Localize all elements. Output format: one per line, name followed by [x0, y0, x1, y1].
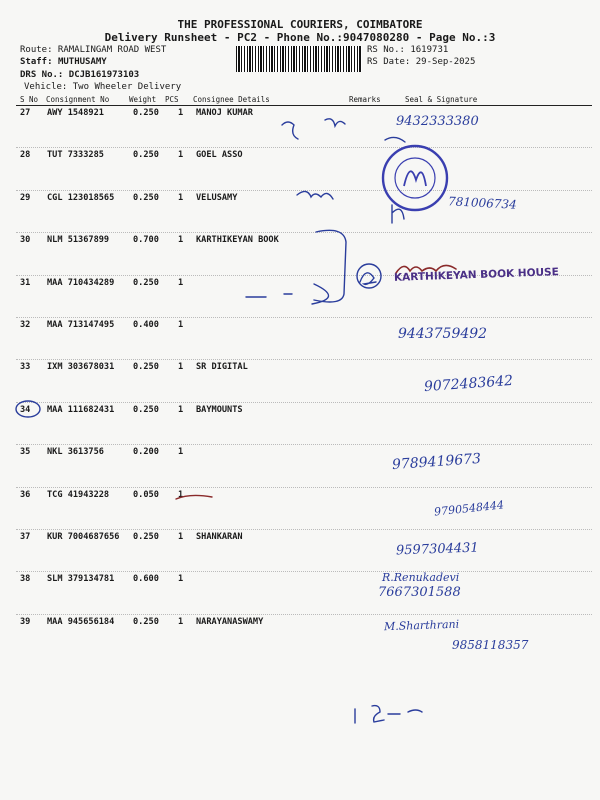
scribble-r27-c — [385, 137, 405, 142]
row-consignee: MANOJ KUMAR — [196, 108, 253, 118]
row-weight: 0.250 — [133, 532, 159, 542]
row-consignment-no: NKL 3613756 — [47, 447, 104, 458]
row-sno: 29 — [20, 192, 31, 203]
row-weight: 0.250 — [133, 362, 159, 373]
hw-r37-phone: 9597304431 — [395, 540, 479, 559]
row-consignee: KARTHIKEYAN BOOK — [196, 235, 279, 246]
col-header-consignment: Consignment No — [46, 95, 110, 104]
hw-r38-phone: 7667301588 — [378, 585, 461, 600]
row-sno: 37 — [20, 532, 31, 542]
scribble-r27-b — [325, 119, 345, 126]
col-header-remarks: Remarks — [349, 95, 381, 104]
hw-r39-name: M.Sharthrani — [383, 617, 460, 634]
row-pcs: 1 — [178, 362, 184, 373]
row-pcs: 1 — [178, 489, 184, 500]
row-weight: 0.250 — [133, 108, 159, 118]
row-sno: 35 — [20, 447, 31, 458]
row-weight: 0.400 — [133, 320, 159, 330]
row-consignment-no: TUT 7333285 — [47, 150, 104, 161]
row-weight: 0.250 — [133, 616, 159, 627]
row-weight: 0.700 — [133, 235, 159, 246]
row-consignment-no: KUR 7004687656 — [47, 532, 120, 542]
row-sno: 32 — [20, 320, 31, 330]
row-weight: 0.200 — [133, 447, 159, 458]
row-consignment-no: MAA 713147495 — [47, 320, 115, 330]
row-pcs: 1 — [178, 447, 184, 458]
col-header-weight: Weight — [129, 95, 157, 104]
rs-date: RS Date: 29-Sep-2025 — [367, 57, 476, 67]
col-header-consignee: Consignee Details — [193, 95, 270, 104]
circle-r34 — [16, 401, 40, 417]
hw-r32-phone: 9443759492 — [398, 326, 488, 342]
hw-r36-phone: 9790548444 — [433, 498, 505, 519]
strike-r36 — [176, 495, 212, 499]
staff-label: Staff: — [20, 57, 53, 67]
row-pcs: 1 — [178, 320, 184, 330]
row-weight: 0.250 — [133, 192, 159, 203]
row-consignee: SHANKARAN — [196, 532, 243, 542]
route-text: Route: RAMALINGAM ROAD WEST — [20, 45, 167, 55]
row-pcs: 1 — [178, 192, 184, 203]
row-consignment-no: MAA 111682431 — [47, 404, 115, 415]
row-consignment-no: CGL 123018565 — [47, 192, 115, 203]
hw-r38-name: R.Renukadevi — [382, 571, 460, 584]
row-consignment-no: MAA 945656184 — [47, 616, 115, 627]
hw-r35-phone: 9789419673 — [391, 450, 482, 474]
row-consignee: NARAYANASWAMY — [196, 616, 264, 627]
row-sno: 33 — [20, 362, 31, 373]
bracket-r30 — [314, 230, 346, 302]
row-weight: 0.250 — [133, 404, 159, 415]
row-weight: 0.600 — [133, 574, 159, 585]
row-sno: 27 — [20, 108, 31, 118]
row-pcs: 1 — [178, 150, 184, 161]
row-consignee: BAYMOUNTS — [196, 404, 243, 415]
scribble-r27-a — [282, 122, 298, 139]
col-header-seal-signature: Seal & Signature — [405, 95, 478, 104]
circle-r30 — [357, 264, 381, 288]
row-pcs: 1 — [178, 235, 184, 246]
row-consignment-no: IXM 303678031 — [47, 362, 115, 373]
row-pcs: 1 — [178, 574, 184, 585]
rs-number: RS No.: 1619731 — [367, 45, 449, 55]
round-seal — [383, 146, 447, 210]
dash-r31 — [246, 294, 292, 297]
hw-r39-phone: 9858118357 — [452, 638, 529, 652]
hw-r29-phone: 781006734 — [447, 194, 518, 212]
hw-r33-phone: 9072483642 — [423, 372, 514, 396]
vehicle-text: Vehicle: Two Wheeler Delivery — [24, 82, 182, 92]
scribble-r29 — [297, 191, 333, 199]
row-weight: 0.250 — [133, 150, 159, 161]
row-sno: 31 — [20, 277, 31, 288]
row-weight: 0.050 — [133, 489, 159, 500]
row-consignment-no: SLM 379134781 — [47, 574, 115, 585]
row-sno: 30 — [20, 235, 31, 246]
row-pcs: 1 — [178, 277, 184, 288]
row-consignee: GOEL ASSO — [196, 150, 243, 161]
row-consignment-no: AWY 1548921 — [47, 108, 104, 118]
col-header-pcs: PCS — [165, 95, 179, 104]
row-sno: 36 — [20, 489, 31, 500]
hw-r27-phone: 9432333380 — [396, 114, 479, 129]
col-header-sno: S No — [20, 95, 39, 104]
row-consignment-no: MAA 710434289 — [47, 277, 115, 288]
drs-number: DCJB161973103 — [68, 70, 140, 80]
row-consignee: SR DIGITAL — [196, 362, 248, 373]
company-title: THE PROFESSIONAL COURIERS, COIMBATORE — [177, 18, 423, 31]
row-sno: 28 — [20, 150, 31, 161]
row-pcs: 1 — [178, 532, 184, 542]
row-consignment-no: NLM 51367899 — [47, 235, 110, 246]
staff-name: MUTHUSAMY — [57, 57, 107, 67]
stamp-karthikeyan: KARTHIKEYAN BOOK HOUSE — [393, 266, 560, 284]
row-pcs: 1 — [178, 108, 184, 118]
row-consignment-no: TCG 41943228 — [47, 489, 110, 500]
row-sno: 39 — [20, 616, 31, 627]
row-sno: 38 — [20, 574, 31, 585]
row-pcs: 1 — [178, 616, 184, 627]
drs-label: DRS No.: — [20, 70, 64, 80]
row-weight: 0.250 — [133, 277, 159, 288]
row-pcs: 1 — [178, 404, 184, 415]
runsheet-subtitle: Delivery Runsheet - PC2 - Phone No.:9047080280 - Page No.:3 — [104, 31, 496, 44]
circle-r30-digit — [360, 273, 376, 285]
row-sno: 34 — [20, 404, 31, 415]
row-consignee: VELUSAMY — [196, 192, 238, 203]
